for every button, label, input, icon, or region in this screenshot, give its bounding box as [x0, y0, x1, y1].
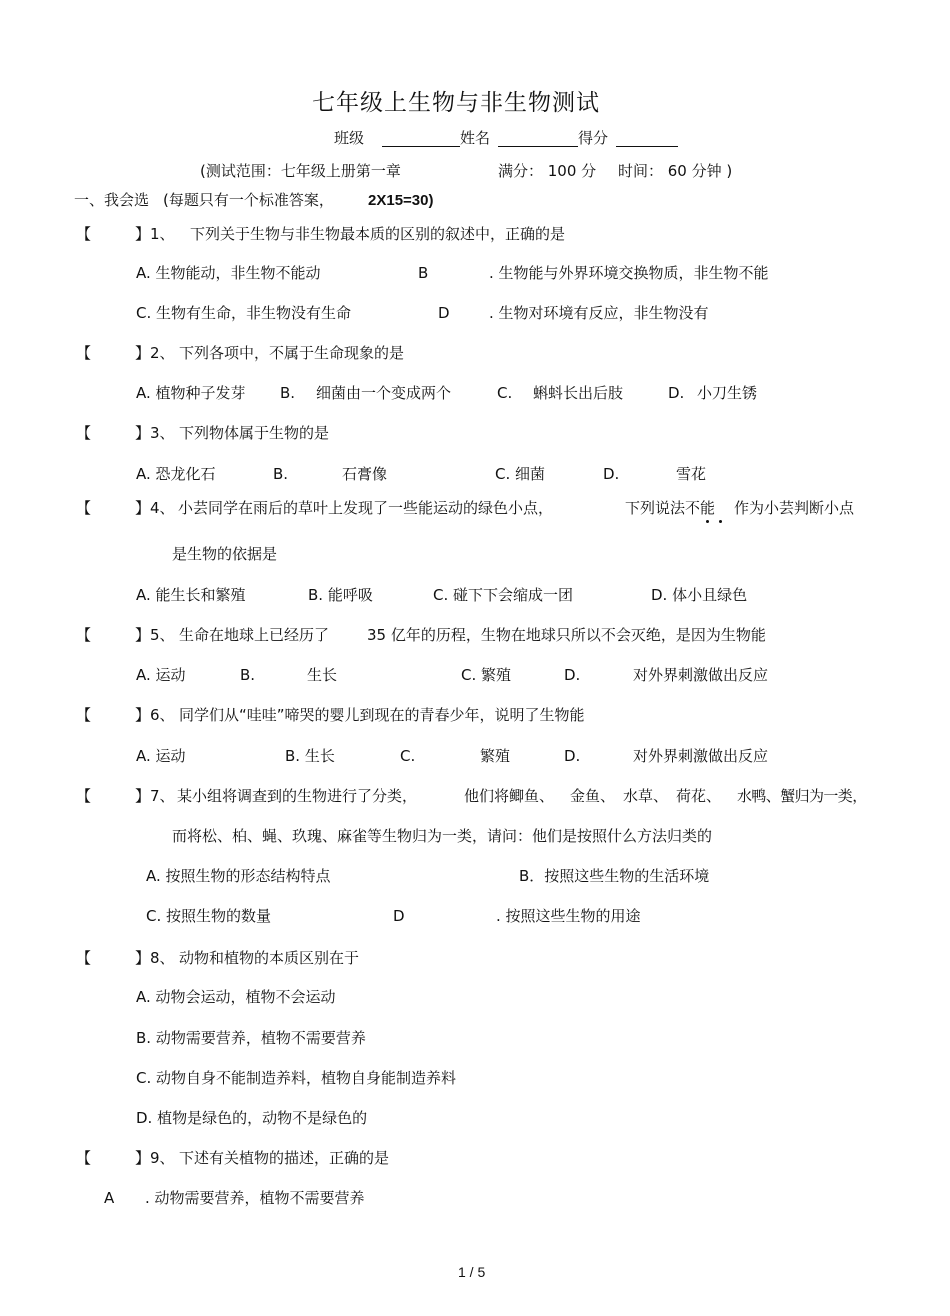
q2-option-c: 蝌蚪长出后肢 — [533, 384, 624, 402]
q1-option-d-letter: D — [438, 304, 450, 322]
q8-option-b: B. 动物需要营养，植物不需要营养 — [136, 1029, 366, 1047]
full-marks: 满分： 100 分 — [498, 162, 597, 180]
q9-option-a: . 动物需要营养，植物不需要营养 — [145, 1189, 365, 1207]
q5-option-c: C. 繁殖 — [461, 666, 512, 684]
test-scope: (测试范围：七年级上册第一章 — [200, 162, 401, 180]
q6-option-a: A. 运动 — [136, 747, 186, 765]
q2-option-d: 小刀生锈 — [697, 384, 758, 402]
q3-number: 】3、 — [135, 424, 175, 442]
q2-option-a: A. 植物种子发芽 — [136, 384, 246, 402]
q2-number: 】2、 — [135, 344, 175, 362]
q4-stem-continued: 是生物的依据是 — [172, 545, 278, 563]
q4-stem-part2: 下列说法不能 — [625, 499, 716, 517]
q9-number: 】9、 — [135, 1149, 175, 1167]
q1-bracket: 【 — [76, 225, 92, 243]
q3-option-b-letter: B. — [273, 465, 289, 483]
q7-stem-continued: 而将松、柏、蝇、玖瑰、麻雀等生物归为一类，请问：他们是按照什么方法归类的 — [172, 827, 713, 845]
q2-stem: 下列各项中，不属于生命现象的是 — [179, 344, 405, 362]
name-blank[interactable] — [498, 131, 578, 147]
q3-option-c: C. 细菌 — [495, 465, 546, 483]
q2-bracket: 【 — [76, 344, 92, 362]
q7-option-b: B．按照这些生物的生活环境 — [519, 867, 710, 885]
q5-option-b-letter: B. — [240, 666, 256, 684]
q5-bracket: 【 — [76, 626, 92, 644]
q4-option-b: B. 能呼吸 — [308, 586, 373, 604]
q3-bracket: 【 — [76, 424, 92, 442]
q9-stem: 下述有关植物的描述，正确的是 — [179, 1149, 390, 1167]
q9-option-a-letter: A — [104, 1189, 115, 1207]
section-heading: 一、我会选 — [74, 191, 150, 209]
q5-option-b: 生长 — [307, 666, 338, 684]
q3-option-d: 雪花 — [676, 465, 707, 483]
q7-option-a: A. 按照生物的形态结构特点 — [146, 867, 331, 885]
q1-option-b: . 生物能与外界环境交换物质，非生物不能 — [489, 264, 769, 282]
name-label: 姓名 — [460, 129, 491, 147]
q2-option-c-letter: C. — [497, 384, 513, 402]
q4-stem-part1: 小芸同学在雨后的草叶上发现了一些能运动的绿色小点， — [178, 499, 554, 517]
q1-option-d: . 生物对环境有反应，非生物没有 — [489, 304, 709, 322]
q2-option-d-letter: D. — [668, 384, 685, 402]
q6-option-d-letter: D. — [564, 747, 581, 765]
section-scoring: 2X15=30) — [368, 192, 434, 209]
q9-bracket: 【 — [76, 1149, 92, 1167]
q7-stem-part4: 水草、 — [623, 787, 669, 805]
q5-stem-part1: 生命在地球上已经历了 — [179, 626, 330, 644]
q4-option-d: D. 体小且绿色 — [651, 586, 748, 604]
page-number: 1 / 5 — [458, 1264, 486, 1280]
page-title: 七年级上生物与非生物测试 — [312, 90, 600, 116]
q7-option-d-letter: D — [393, 907, 405, 925]
q8-stem: 动物和植物的本质区别在于 — [179, 949, 360, 967]
q1-option-c: C. 生物有生命，非生物没有生命 — [136, 304, 352, 322]
q3-option-a: A. 恐龙化石 — [136, 465, 216, 483]
q1-option-b-letter: B — [418, 264, 429, 282]
q5-option-d: 对外界刺激做出反应 — [633, 666, 769, 684]
q4-number: 】4、 — [135, 499, 175, 517]
q7-stem-part1: 某小组将调查到的生物进行了分类， — [177, 787, 418, 805]
q6-option-c: 繁殖 — [480, 747, 511, 765]
q4-option-a: A. 能生长和繁殖 — [136, 586, 246, 604]
q4-bracket: 【 — [76, 499, 92, 517]
q6-option-c-letter: C. — [400, 747, 416, 765]
q8-option-a: A. 动物会运动，植物不会运动 — [136, 988, 336, 1006]
class-label: 班级 — [334, 129, 365, 147]
q1-option-a: A. 生物能动，非生物不能动 — [136, 264, 321, 282]
q1-number: 】1、 — [135, 225, 175, 243]
q7-stem-part6: 水鸭、蟹归为一类， — [737, 787, 867, 805]
emphasis-dot — [719, 520, 722, 523]
q8-option-d: D. 植物是绿色的，动物不是绿色的 — [136, 1109, 368, 1127]
q3-option-d-letter: D. — [603, 465, 620, 483]
q8-bracket: 【 — [76, 949, 92, 967]
q7-option-d: . 按照这些生物的用途 — [496, 907, 641, 925]
q3-stem: 下列物体属于生物的是 — [179, 424, 330, 442]
q7-stem-part2: 他们将鲫鱼、 — [464, 787, 555, 805]
q7-option-c: C. 按照生物的数量 — [146, 907, 272, 925]
q5-stem-part2: 35 亿年的历程，生物在地球只所以不会灭绝，是因为生物能 — [367, 626, 766, 644]
section-note: (每题只有一个标准答案， — [163, 191, 334, 209]
class-blank[interactable] — [382, 131, 460, 147]
q4-stem-part3: 作为小芸判断小点 — [734, 499, 855, 517]
score-label: 得分 — [578, 129, 609, 147]
q4-option-c: C. 碰下下会缩成一团 — [433, 586, 574, 604]
q5-option-a: A. 运动 — [136, 666, 186, 684]
emphasis-dot — [706, 520, 709, 523]
q2-option-b-letter: B. — [280, 384, 296, 402]
q5-option-d-letter: D. — [564, 666, 581, 684]
q7-stem-part5: 荷花、 — [676, 787, 722, 805]
q5-number: 】5、 — [135, 626, 175, 644]
q8-number: 】8、 — [135, 949, 175, 967]
q6-bracket: 【 — [76, 706, 92, 724]
q7-bracket: 【 — [76, 787, 92, 805]
q6-option-b: B. 生长 — [285, 747, 335, 765]
q6-number: 】6、 — [135, 706, 175, 724]
q8-option-c: C. 动物自身不能制造养料，植物自身能制造养料 — [136, 1069, 457, 1087]
time-limit: 时间： 60 分钟 ) — [618, 162, 733, 180]
q6-option-d: 对外界刺激做出反应 — [633, 747, 769, 765]
q2-option-b: 细菌由一个变成两个 — [316, 384, 452, 402]
q6-stem: 同学们从“哇哇”啼哭的婴儿到现在的青春少年，说明了生物能 — [179, 706, 585, 724]
q1-stem: 下列关于生物与非生物最本质的区别的叙述中，正确的是 — [190, 225, 566, 243]
q7-stem-part3: 金鱼、 — [570, 787, 616, 805]
q7-number: 】7、 — [135, 787, 175, 805]
q3-option-b: 石膏像 — [342, 465, 388, 483]
score-blank[interactable] — [616, 131, 678, 147]
